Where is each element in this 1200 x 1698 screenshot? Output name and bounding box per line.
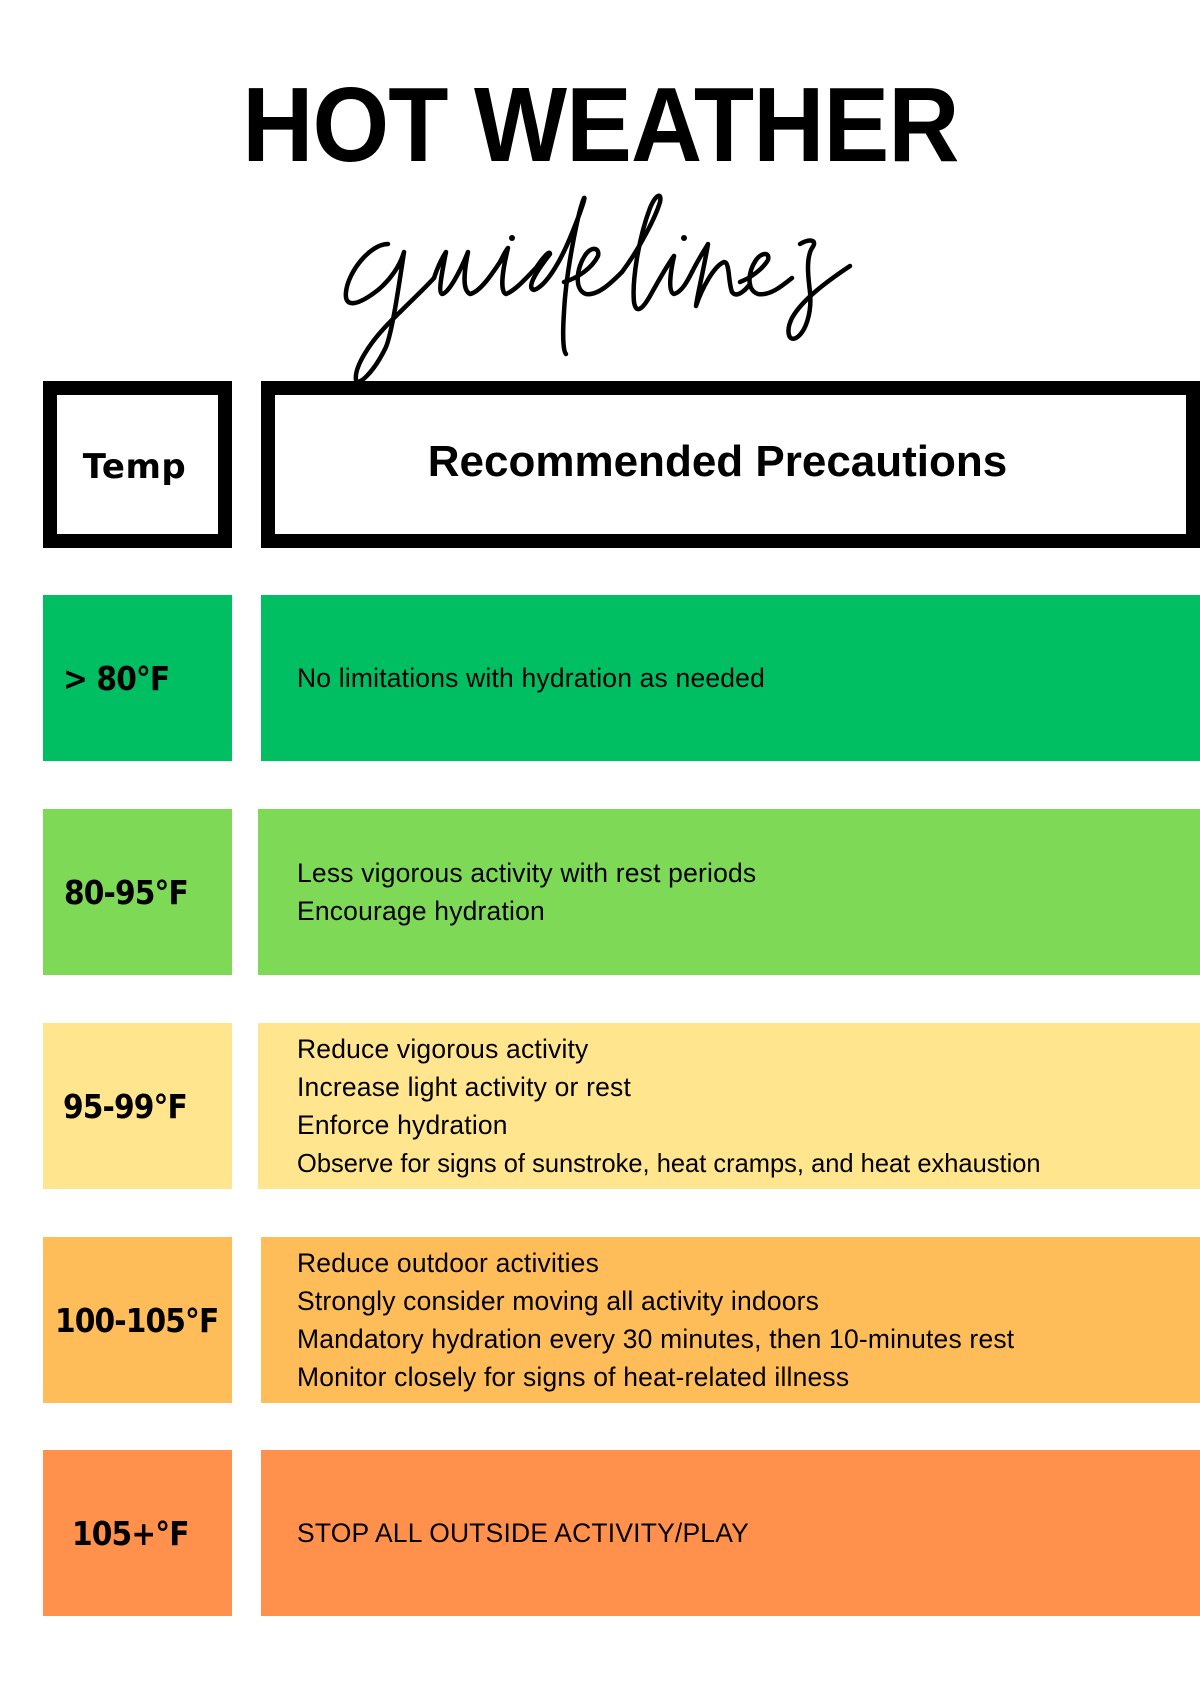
precautions-cell-row-5 bbox=[261, 1450, 1200, 1616]
precautions-cell-row-3 bbox=[258, 1023, 1200, 1189]
temp-label: 100-105°F bbox=[55, 1300, 219, 1340]
precaution-line: STOP ALL OUTSIDE ACTIVITY/PLAY bbox=[297, 1518, 749, 1548]
precaution-line: Reduce vigorous activity bbox=[297, 1034, 589, 1064]
temp-label: 105+°F bbox=[72, 1513, 189, 1553]
page-title: HOT WEATHER bbox=[242, 66, 959, 184]
temp-label: > 80°F bbox=[63, 658, 170, 698]
header-temp bbox=[43, 381, 232, 548]
precaution-line: No limitations with hydration as needed bbox=[297, 663, 766, 693]
precaution-line: Mandatory hydration every 30 minutes, then 10-minutes rest bbox=[297, 1324, 1015, 1354]
temp-label: 80-95°F bbox=[64, 872, 188, 912]
precautions-cell-row-4 bbox=[261, 1237, 1200, 1403]
precaution-line: Less vigorous activity with rest periods bbox=[297, 858, 757, 888]
precautions-cell-row-1 bbox=[261, 595, 1200, 761]
temp-label: 95-99°F bbox=[63, 1086, 187, 1126]
precaution-line: Observe for signs of sunstroke, heat cramps, and heat exhaustion bbox=[297, 1148, 1041, 1178]
temp-cell-row-5 bbox=[43, 1450, 232, 1616]
precaution-line: Encourage hydration bbox=[297, 896, 545, 926]
precaution-line: Strongly consider moving all activity indoors bbox=[297, 1286, 820, 1316]
header-precautions-label: Recommended Precautions bbox=[427, 436, 1008, 486]
temp-cell-row-2 bbox=[43, 809, 232, 975]
temp-cell-row-1 bbox=[43, 595, 232, 761]
header-precautions bbox=[261, 381, 1200, 548]
precaution-line: Monitor closely for signs of heat-related illness bbox=[297, 1362, 850, 1392]
precaution-line: Increase light activity or rest bbox=[297, 1072, 632, 1102]
header-temp-label: Temp bbox=[82, 446, 187, 487]
precautions-cell-row-2 bbox=[258, 809, 1200, 975]
temp-cell-row-4 bbox=[43, 1237, 232, 1403]
guidelines-script-lettering bbox=[330, 182, 870, 392]
temp-cell-row-3 bbox=[43, 1023, 232, 1189]
subtitle-script bbox=[330, 182, 870, 392]
precaution-line: Reduce outdoor activities bbox=[297, 1248, 600, 1278]
precaution-line: Enforce hydration bbox=[297, 1110, 508, 1140]
